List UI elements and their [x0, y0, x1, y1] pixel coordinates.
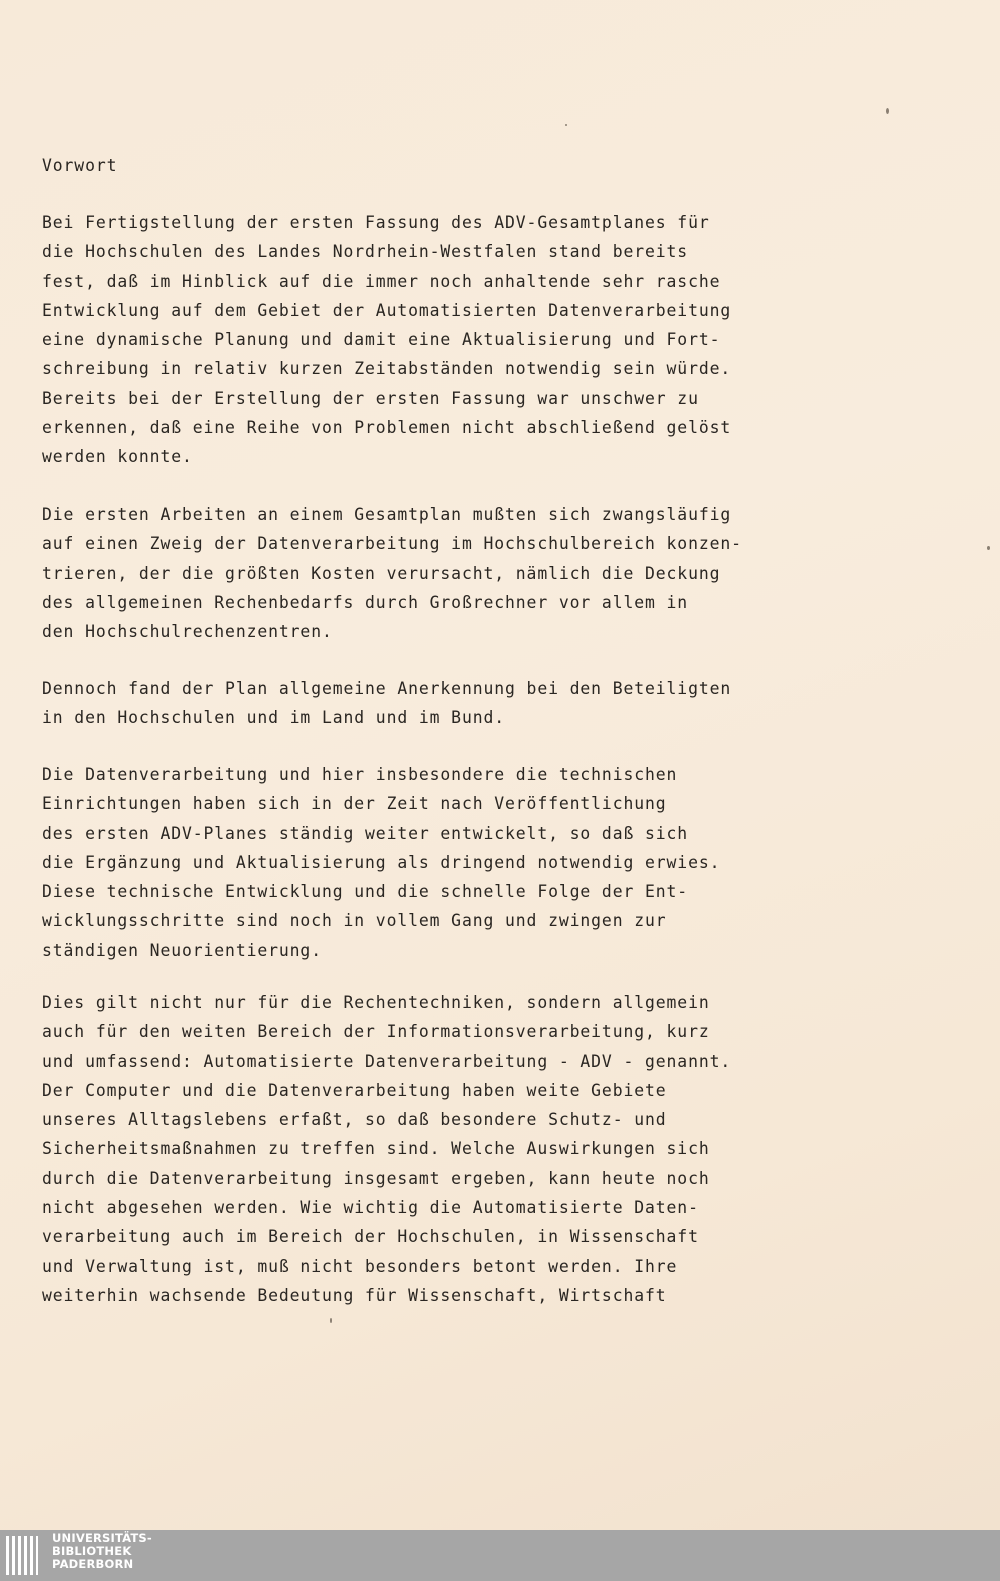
- text-line: Der Computer und die Datenverarbeitung haben weite Gebiete: [42, 1080, 667, 1100]
- library-bars-logo-icon: [6, 1536, 46, 1575]
- text-line: die Ergänzung und Aktualisierung als dringend notwendig erwies.: [42, 852, 721, 872]
- paper-speck: [886, 108, 889, 114]
- text-line: schreibung in relativ kurzen Zeitabständen notwendig sein würde.: [42, 359, 732, 379]
- paper-speck: [330, 1318, 332, 1323]
- library-footer-bar: [0, 1530, 1000, 1581]
- text-line: Bereits bei der Erstellung der ersten Fassung war unschwer zu: [42, 388, 699, 408]
- text-line: unseres Alltagslebens erfaßt, so daß besondere Schutz- und: [42, 1110, 667, 1130]
- text-line: Einrichtungen haben sich in der Zeit nach Veröffentlichung: [42, 794, 667, 814]
- paragraph-5: [42, 988, 731, 1310]
- text-line: ständigen Neuorientierung.: [42, 940, 322, 960]
- text-line: des allgemeinen Rechenbedarfs durch Großrechner vor allem in: [42, 592, 689, 612]
- library-logo-text: [52, 1532, 152, 1571]
- text-line: eine dynamische Planung und damit eine Aktualisierung und Fort-: [42, 330, 721, 350]
- text-line: auf einen Zweig der Datenverarbeitung im Hochschulbereich konzen-: [42, 534, 742, 554]
- text-line: Dies gilt nicht nur für die Rechentechniken, sondern allgemein: [42, 993, 710, 1012]
- text-line: Sicherheitsmaßnahmen zu treffen sind. Welche Auswirkungen sich: [42, 1139, 710, 1159]
- text-line: weiterhin wachsende Bedeutung für Wissenschaft, Wirtschaft: [42, 1285, 667, 1305]
- text-line: Dennoch fand der Plan allgemeine Anerkennung bei den Beteiligten: [42, 679, 732, 698]
- text-line: des ersten ADV-Planes ständig weiter entwickelt, so daß sich: [42, 823, 689, 843]
- logo-line: UNIVERSITÄTS-: [52, 1531, 152, 1545]
- text-line: wicklungsschritte sind noch in vollem Gang und zwingen zur: [42, 911, 667, 931]
- text-line: in den Hochschulen und im Land und im Bund.: [42, 708, 506, 728]
- paragraph-3: [42, 674, 731, 733]
- paragraph-4: [42, 760, 720, 965]
- page-heading: Vorwort: [42, 156, 118, 175]
- text-line: Bei Fertigstellung der ersten Fassung des ADV-Gesamtplanes für: [42, 213, 710, 232]
- text-line: die Hochschulen des Landes Nordrhein-Westfalen stand bereits: [42, 242, 689, 262]
- paragraph-1: [42, 208, 731, 472]
- text-line: Die Datenverarbeitung und hier insbesondere die technischen: [42, 765, 678, 784]
- text-line: trieren, der die größten Kosten verursacht, nämlich die Deckung: [42, 563, 721, 583]
- text-line: Diese technische Entwicklung und die schnelle Folge der Ent-: [42, 882, 689, 902]
- text-line: Die ersten Arbeiten an einem Gesamtplan mußten sich zwangsläufig: [42, 505, 732, 524]
- text-line: und Verwaltung ist, muß nicht besonders betont werden. Ihre: [42, 1256, 678, 1276]
- text-line: fest, daß im Hinblick auf die immer noch anhaltende sehr rasche: [42, 271, 721, 291]
- text-line: und umfassend: Automatisierte Datenverarbeitung - ADV - genannt.: [42, 1051, 732, 1071]
- text-line: den Hochschulrechenzentren.: [42, 622, 333, 642]
- text-line: werden konnte.: [42, 447, 193, 467]
- paragraph-2: [42, 500, 742, 646]
- text-line: erkennen, daß eine Reihe von Problemen nicht abschließend gelöst: [42, 418, 732, 438]
- logo-line: PADERBORN: [52, 1557, 134, 1571]
- paper-speck: [565, 124, 567, 126]
- text-line: durch die Datenverarbeitung insgesamt ergeben, kann heute noch: [42, 1168, 710, 1188]
- text-line: verarbeitung auch im Bereich der Hochschulen, in Wissenschaft: [42, 1227, 699, 1247]
- text-line: nicht abgesehen werden. Wie wichtig die Automatisierte Daten-: [42, 1198, 699, 1218]
- text-line: auch für den weiten Bereich der Informationsverarbeitung, kurz: [42, 1022, 710, 1042]
- logo-line: BIBLIOTHEK: [52, 1544, 132, 1558]
- text-line: Entwicklung auf dem Gebiet der Automatisierten Datenverarbeitung: [42, 300, 732, 320]
- paper-speck: [987, 546, 990, 550]
